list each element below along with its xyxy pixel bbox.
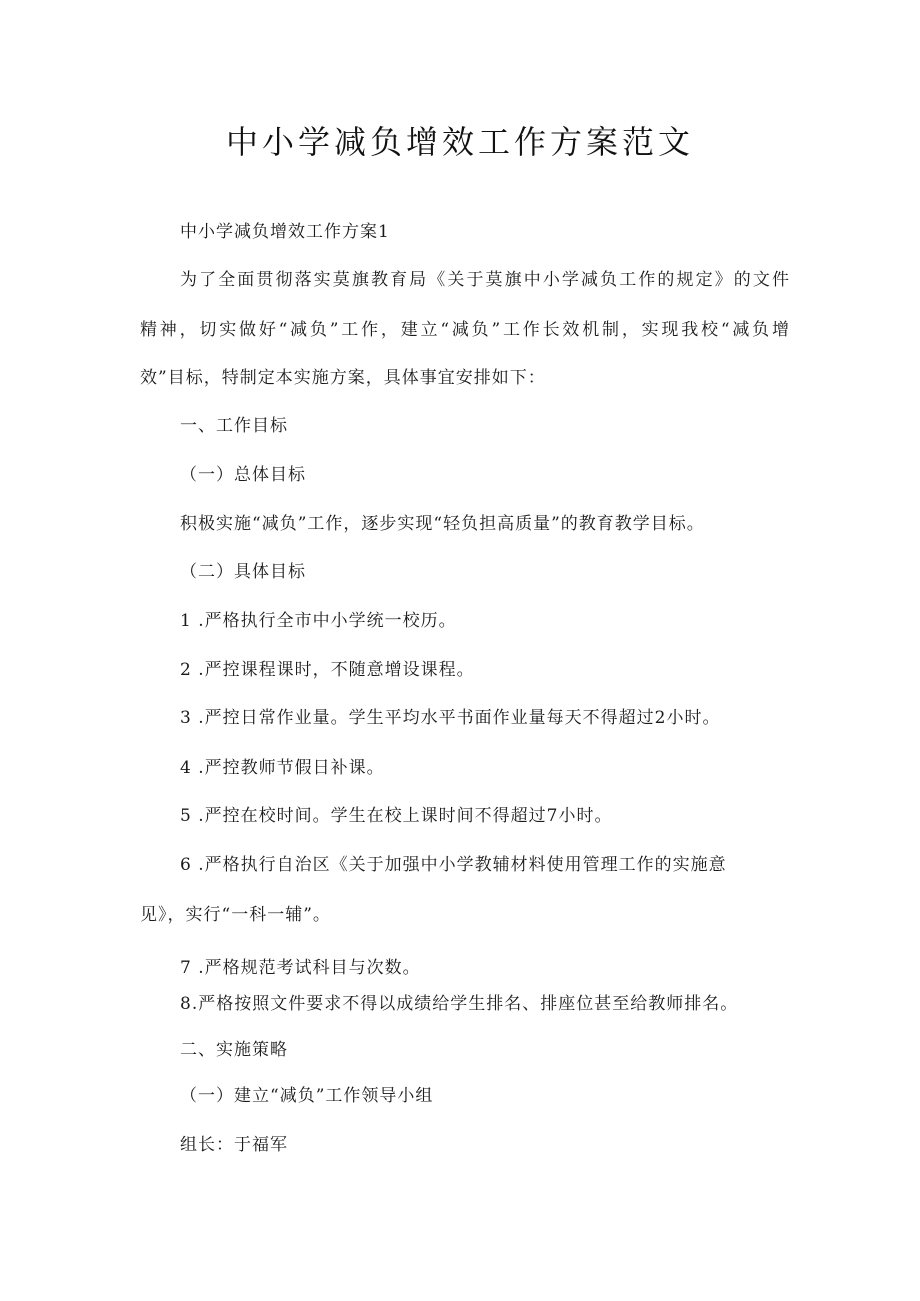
- heading-implementation-strategy: 二、实施策略: [180, 1040, 288, 1060]
- list-item: 4 .严控教师节假日补课。: [180, 758, 385, 778]
- list-item: 8.严格按照文件要求不得以成绩给学生排名、排座位甚至给教师排名。: [180, 994, 739, 1014]
- document-title: 中小学减负增效工作方案范文: [225, 123, 694, 161]
- list-item: 7 .严格规范考试科目与次数。: [180, 958, 421, 978]
- subheading-leadership-group: （一）建立“减负”工作领导小组: [180, 1086, 434, 1106]
- section-heading-plan-1: 中小学减负增效工作方案1: [180, 222, 390, 242]
- list-item-continuation: 见》，实行“一科一辅”。: [140, 905, 331, 925]
- list-item: 2 .严控课程课时，不随意增设课程。: [180, 660, 475, 680]
- subheading-specific-goals: （二）具体目标: [180, 562, 306, 582]
- list-item: 1 .严格执行全市中小学统一校历。: [180, 611, 457, 631]
- paragraph-line: 为了全面贯彻落实莫旗教育局《关于莫旗中小学减负工作的规定》的文件: [180, 270, 790, 290]
- list-item: 5 .严控在校时间。学生在校上课时间不得超过7小时。: [180, 806, 613, 826]
- list-item: 6 .严格执行自治区《关于加强中小学教辅材料使用管理工作的实施意: [180, 855, 727, 875]
- subheading-overall-goal: （一）总体目标: [180, 465, 306, 485]
- paragraph-line: 效”目标，特制定本实施方案，具体事宜安排如下：: [140, 368, 546, 388]
- group-leader-line: 组长：于福军: [180, 1135, 288, 1155]
- paragraph-line: 精神，切实做好“减负”工作，建立“减负”工作长效机制，实现我校“减负增: [140, 320, 790, 340]
- paragraph-line: 积极实施“减负”工作，逐步实现“轻负担高质量”的教育教学目标。: [180, 514, 705, 534]
- heading-work-goals: 一、工作目标: [180, 416, 288, 436]
- list-item: 3 .严控日常作业量。学生平均水平书面作业量每天不得超过2小时。: [180, 708, 721, 728]
